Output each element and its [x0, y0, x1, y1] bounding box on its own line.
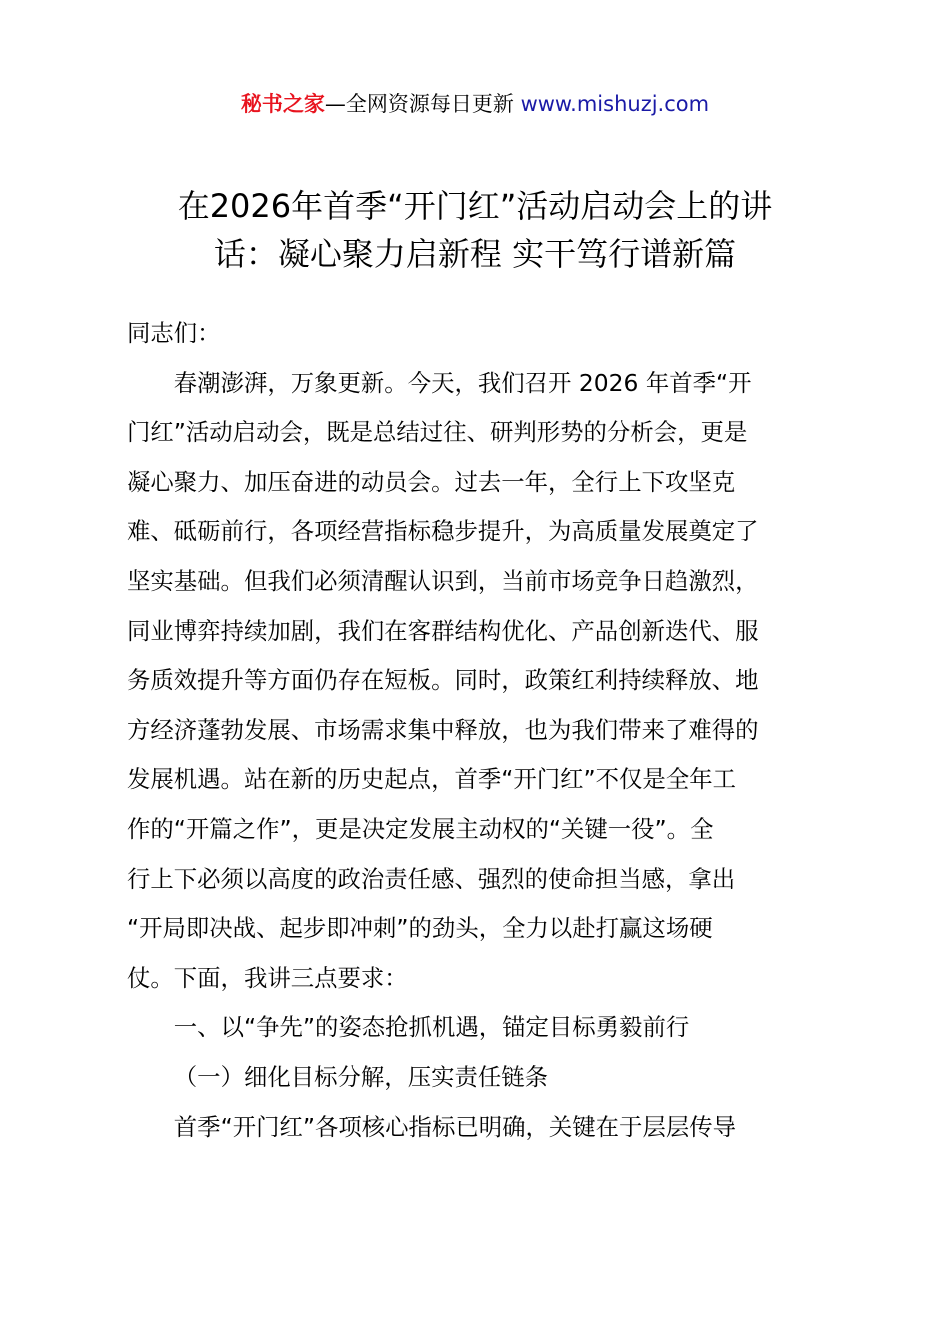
site-header	[0, 86, 950, 122]
brand-name: 秘书之家	[240, 92, 325, 116]
paragraph-line: 发展机遇。站在新的历史起点，首季“开门红”不仅是全年工	[127, 765, 736, 794]
paragraph-line: 坚实基础。但我们必须清醒认识到，当前市场竞争日趋激烈，	[127, 566, 759, 595]
paragraph-line: 作的“开篇之作”，更是决定发展主动权的“关键一役”。全	[127, 814, 714, 843]
paragraph-line: 首季“开门红”各项核心指标已明确，关键在于层层传导	[173, 1112, 737, 1141]
paragraph-line: 行上下必须以高度的政治责任感、强烈的使命担当感，拿出	[127, 864, 736, 893]
paragraph-line: 春潮澎湃，万象更新。今天，我们召开 2026 年首季“开	[173, 368, 752, 397]
section-heading: 一、以“争先”的姿态抢抓机遇，锚定目标勇毅前行	[173, 1013, 690, 1042]
paragraph-line: 凝心聚力、加压奋进的动员会。过去一年，全行上下攻坚克	[127, 467, 736, 496]
paragraph-line: 方经济蓬勃发展、市场需求集中释放，也为我们带来了难得的	[127, 715, 759, 744]
header-tagline: —全网资源每日更新	[324, 92, 514, 116]
salutation: 同志们：	[127, 319, 221, 347]
document-title	[100, 182, 850, 278]
paragraph-line: “开局即决战、起步即冲刺”的劲头，全力以赴打赢这场硬	[127, 914, 713, 943]
paragraph-line: 同业博弈持续加剧，我们在客群结构优化、产品创新迭代、服	[127, 616, 759, 645]
paragraph-line: 难、砥砺前行，各项经营指标稳步提升，为高质量发展奠定了	[127, 517, 759, 546]
paragraph-line: 务质效提升等方面仍存在短板。同时，政策红利持续释放、地	[127, 666, 759, 695]
site-url-link[interactable]: www.mishuzj.com	[520, 92, 710, 116]
title-line-1: 在2026年首季“开门红”活动启动会上的讲	[177, 187, 773, 225]
subsection-heading: （一）细化目标分解，压实责任链条	[173, 1062, 549, 1091]
paragraph-line: 门红”活动启动会，既是总结过往、研判形势的分析会，更是	[127, 418, 748, 447]
intro-paragraph	[127, 359, 837, 1004]
paragraph-line: 仗。下面，我讲三点要求：	[127, 963, 408, 992]
title-line-2: 话：凝心聚力启新程 实干笃行谱新篇	[213, 235, 737, 273]
document-body	[127, 309, 837, 1152]
